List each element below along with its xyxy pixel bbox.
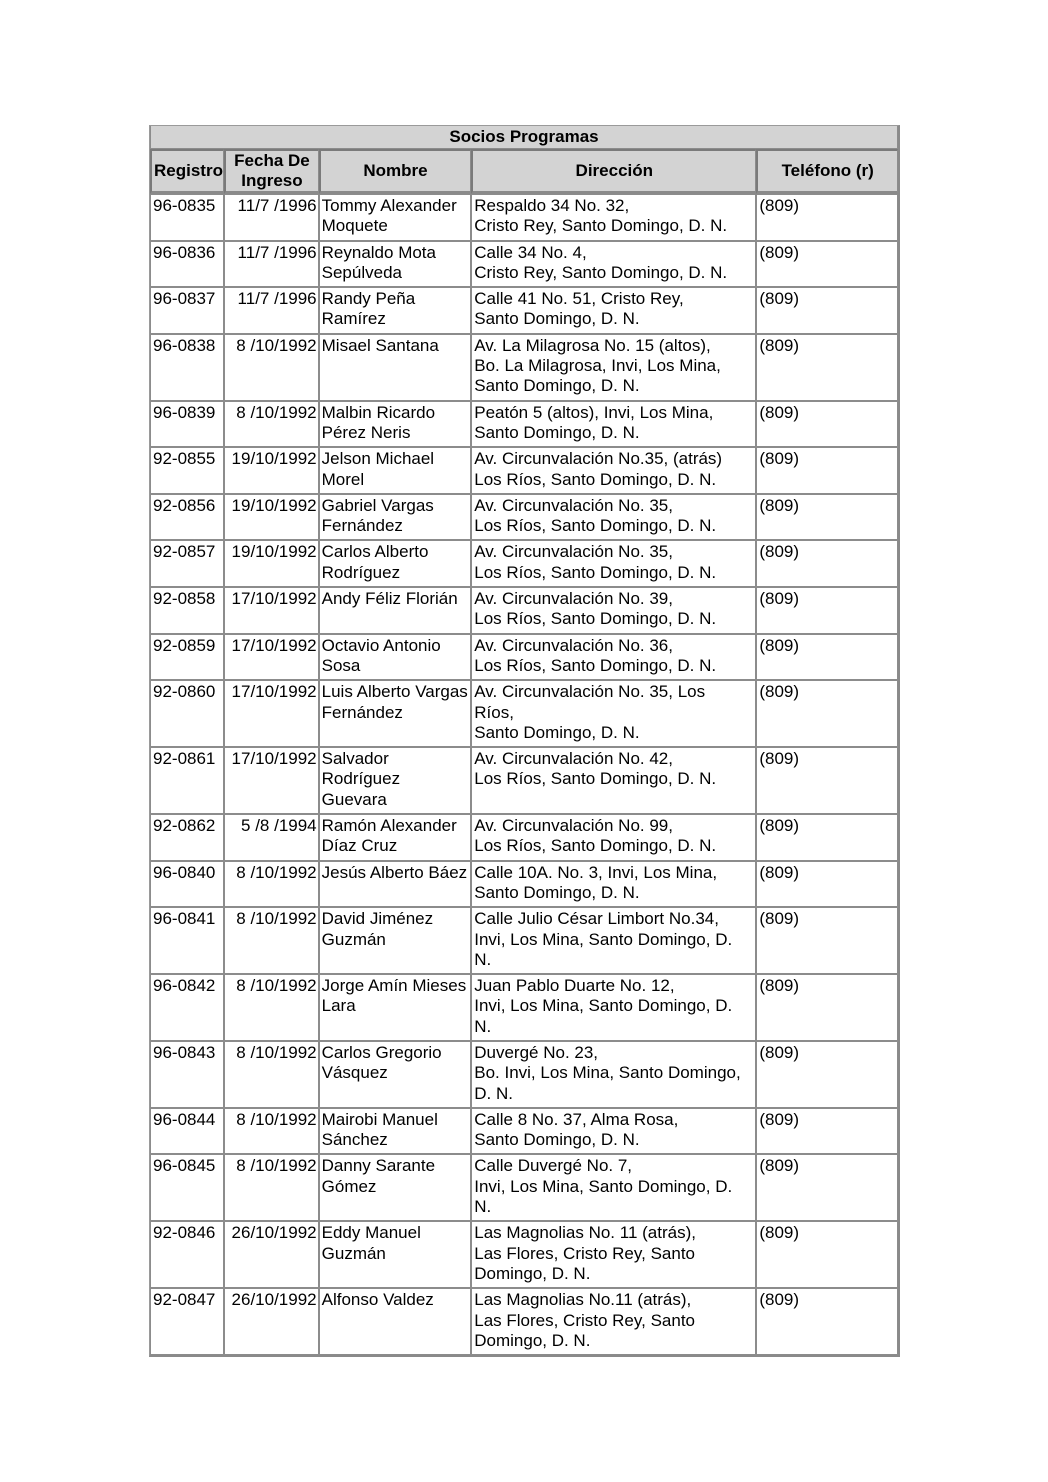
cell-telefono: (809): [756, 680, 898, 747]
cell-direccion: Av. Circunvalación No.35, (atrás) Los Ríos, Santo Domingo, D. N.: [471, 447, 756, 494]
cell-direccion: Av. Circunvalación No. 42, Los Ríos, Santo Domingo, D. N.: [471, 747, 756, 814]
table-row: [150, 1288, 898, 1355]
cell-direccion: Av. Circunvalación No. 35, Los Ríos, Santo Domingo, D. N.: [471, 540, 756, 587]
cell-telefono: (809): [756, 1221, 898, 1288]
cell-registro: 96-0842: [150, 974, 224, 1041]
table-row: [150, 1154, 898, 1221]
cell-registro: 96-0836: [150, 241, 224, 288]
cell-direccion: Calle 41 No. 51, Cristo Rey, Santo Domingo, D. N.: [471, 287, 756, 334]
cell-nombre: David Jiménez Guzmán: [319, 907, 472, 974]
cell-telefono: (809): [756, 540, 898, 587]
cell-direccion: Calle 10A. No. 3, Invi, Los Mina, Santo Domingo, D. N.: [471, 861, 756, 908]
cell-fecha-de-ingreso: 11/7 /1996: [224, 194, 318, 241]
header-direccion: Dirección: [471, 149, 756, 194]
cell-telefono: (809): [756, 494, 898, 541]
socios-programas-table: [149, 125, 900, 1357]
cell-fecha-de-ingreso: 19/10/1992: [224, 494, 318, 541]
cell-fecha-de-ingreso: 8 /10/1992: [224, 334, 318, 401]
table-body: [150, 194, 898, 1355]
cell-registro: 92-0857: [150, 540, 224, 587]
table-row: [150, 814, 898, 861]
table-row: [150, 680, 898, 747]
cell-fecha-de-ingreso: 17/10/1992: [224, 587, 318, 634]
cell-registro: 92-0855: [150, 447, 224, 494]
cell-telefono: (809): [756, 1154, 898, 1221]
cell-fecha-de-ingreso: 19/10/1992: [224, 447, 318, 494]
table-row: [150, 907, 898, 974]
cell-telefono: (809): [756, 907, 898, 974]
cell-registro: 96-0840: [150, 861, 224, 908]
table-row: [150, 1108, 898, 1155]
cell-telefono: (809): [756, 861, 898, 908]
table-row: [150, 540, 898, 587]
cell-nombre: Luis Alberto Vargas Fernández: [319, 680, 472, 747]
cell-nombre: Jorge Amín Mieses Lara: [319, 974, 472, 1041]
table-row: [150, 634, 898, 681]
cell-direccion: Av. Circunvalación No. 35, Los Ríos, Santo Domingo, D. N.: [471, 494, 756, 541]
cell-fecha-de-ingreso: 8 /10/1992: [224, 1041, 318, 1108]
cell-direccion: Av. Circunvalación No. 99, Los Ríos, Santo Domingo, D. N.: [471, 814, 756, 861]
cell-fecha-de-ingreso: 8 /10/1992: [224, 861, 318, 908]
header-fecha-de-ingreso: Fecha De Ingreso: [224, 149, 318, 194]
table-header-row: [150, 149, 898, 194]
cell-direccion: Av. Circunvalación No. 39, Los Ríos, Santo Domingo, D. N.: [471, 587, 756, 634]
cell-direccion: Calle Duvergé No. 7, Invi, Los Mina, Santo Domingo, D. N.: [471, 1154, 756, 1221]
cell-fecha-de-ingreso: 11/7 /1996: [224, 287, 318, 334]
table-row: [150, 1221, 898, 1288]
cell-registro: 96-0843: [150, 1041, 224, 1108]
cell-direccion: Juan Pablo Duarte No. 12, Invi, Los Mina, Santo Domingo, D. N.: [471, 974, 756, 1041]
cell-registro: 92-0846: [150, 1221, 224, 1288]
cell-fecha-de-ingreso: 26/10/1992: [224, 1288, 318, 1355]
cell-telefono: (809): [756, 334, 898, 401]
cell-telefono: (809): [756, 814, 898, 861]
table-row: [150, 241, 898, 288]
cell-nombre: Carlos Alberto Rodríguez: [319, 540, 472, 587]
table-row: [150, 494, 898, 541]
table-row: [150, 1041, 898, 1108]
cell-telefono: (809): [756, 194, 898, 241]
header-telefono: Teléfono (r): [756, 149, 898, 194]
cell-registro: 92-0859: [150, 634, 224, 681]
cell-direccion: Las Magnolias No. 11 (atrás), Las Flores, Cristo Rey, Santo Domingo, D. N.: [471, 1221, 756, 1288]
table-row: [150, 287, 898, 334]
table-row: [150, 401, 898, 448]
cell-nombre: Octavio Antonio Sosa: [319, 634, 472, 681]
cell-registro: 92-0861: [150, 747, 224, 814]
cell-nombre: Andy Féliz Florián: [319, 587, 472, 634]
cell-fecha-de-ingreso: 8 /10/1992: [224, 401, 318, 448]
cell-registro: 96-0838: [150, 334, 224, 401]
cell-nombre: Misael Santana: [319, 334, 472, 401]
cell-registro: 92-0858: [150, 587, 224, 634]
cell-nombre: Eddy Manuel Guzmán: [319, 1221, 472, 1288]
cell-direccion: Av. La Milagrosa No. 15 (altos), Bo. La Milagrosa, Invi, Los Mina, Santo Domingo, D. N.: [471, 334, 756, 401]
cell-telefono: (809): [756, 634, 898, 681]
cell-direccion: Calle Julio César Limbort No.34, Invi, Los Mina, Santo Domingo, D. N.: [471, 907, 756, 974]
cell-direccion: Av. Circunvalación No. 35, Los Ríos, Santo Domingo, D. N.: [471, 680, 756, 747]
cell-registro: 92-0847: [150, 1288, 224, 1355]
cell-telefono: (809): [756, 287, 898, 334]
cell-fecha-de-ingreso: 11/7 /1996: [224, 241, 318, 288]
cell-fecha-de-ingreso: 17/10/1992: [224, 747, 318, 814]
table-title-row: [150, 126, 898, 149]
cell-direccion: Av. Circunvalación No. 36, Los Ríos, Santo Domingo, D. N.: [471, 634, 756, 681]
cell-telefono: (809): [756, 241, 898, 288]
cell-direccion: Respaldo 34 No. 32, Cristo Rey, Santo Domingo, D. N.: [471, 194, 756, 241]
cell-nombre: Tommy Alexander Moquete: [319, 194, 472, 241]
cell-nombre: Ramón Alexander Díaz Cruz: [319, 814, 472, 861]
cell-telefono: (809): [756, 1041, 898, 1108]
cell-telefono: (809): [756, 447, 898, 494]
header-registro: Registro: [150, 149, 224, 194]
cell-direccion: Duvergé No. 23, Bo. Invi, Los Mina, Santo Domingo, D. N.: [471, 1041, 756, 1108]
cell-fecha-de-ingreso: 26/10/1992: [224, 1221, 318, 1288]
cell-registro: 92-0860: [150, 680, 224, 747]
cell-registro: 96-0837: [150, 287, 224, 334]
cell-registro: 92-0862: [150, 814, 224, 861]
cell-fecha-de-ingreso: 17/10/1992: [224, 680, 318, 747]
cell-nombre: Danny Sarante Gómez: [319, 1154, 472, 1221]
cell-nombre: Malbin Ricardo Pérez Neris: [319, 401, 472, 448]
cell-fecha-de-ingreso: 5 /8 /1994: [224, 814, 318, 861]
cell-nombre: Carlos Gregorio Vásquez: [319, 1041, 472, 1108]
table-row: [150, 974, 898, 1041]
cell-telefono: (809): [756, 587, 898, 634]
table-row: [150, 194, 898, 241]
cell-nombre: Gabriel Vargas Fernández: [319, 494, 472, 541]
cell-telefono: (809): [756, 401, 898, 448]
cell-nombre: Jesús Alberto Báez: [319, 861, 472, 908]
cell-direccion: Calle 34 No. 4, Cristo Rey, Santo Domingo, D. N.: [471, 241, 756, 288]
cell-fecha-de-ingreso: 8 /10/1992: [224, 1154, 318, 1221]
cell-fecha-de-ingreso: 8 /10/1992: [224, 974, 318, 1041]
cell-fecha-de-ingreso: 8 /10/1992: [224, 907, 318, 974]
cell-registro: 96-0844: [150, 1108, 224, 1155]
cell-registro: 96-0839: [150, 401, 224, 448]
cell-fecha-de-ingreso: 17/10/1992: [224, 634, 318, 681]
cell-telefono: (809): [756, 1288, 898, 1355]
table-row: [150, 334, 898, 401]
cell-registro: 96-0841: [150, 907, 224, 974]
cell-registro: 92-0856: [150, 494, 224, 541]
cell-registro: 96-0845: [150, 1154, 224, 1221]
cell-direccion: Calle 8 No. 37, Alma Rosa, Santo Domingo, D. N.: [471, 1108, 756, 1155]
cell-nombre: Mairobi Manuel Sánchez: [319, 1108, 472, 1155]
cell-fecha-de-ingreso: 8 /10/1992: [224, 1108, 318, 1155]
table-row: [150, 587, 898, 634]
cell-telefono: (809): [756, 974, 898, 1041]
cell-registro: 96-0835: [150, 194, 224, 241]
cell-nombre: Jelson Michael Morel: [319, 447, 472, 494]
cell-nombre: Alfonso Valdez: [319, 1288, 472, 1355]
table-title: Socios Programas: [150, 126, 898, 149]
cell-nombre: Randy Peña Ramírez: [319, 287, 472, 334]
cell-nombre: Salvador Rodríguez Guevara: [319, 747, 472, 814]
table-row: [150, 747, 898, 814]
table-row: [150, 861, 898, 908]
cell-telefono: (809): [756, 1108, 898, 1155]
table-row: [150, 447, 898, 494]
cell-nombre: Reynaldo Mota Sepúlveda: [319, 241, 472, 288]
cell-direccion: Peatón 5 (altos), Invi, Los Mina, Santo Domingo, D. N.: [471, 401, 756, 448]
cell-direccion: Las Magnolias No.11 (atrás), Las Flores, Cristo Rey, Santo Domingo, D. N.: [471, 1288, 756, 1355]
cell-telefono: (809): [756, 747, 898, 814]
header-nombre: Nombre: [319, 149, 472, 194]
cell-fecha-de-ingreso: 19/10/1992: [224, 540, 318, 587]
